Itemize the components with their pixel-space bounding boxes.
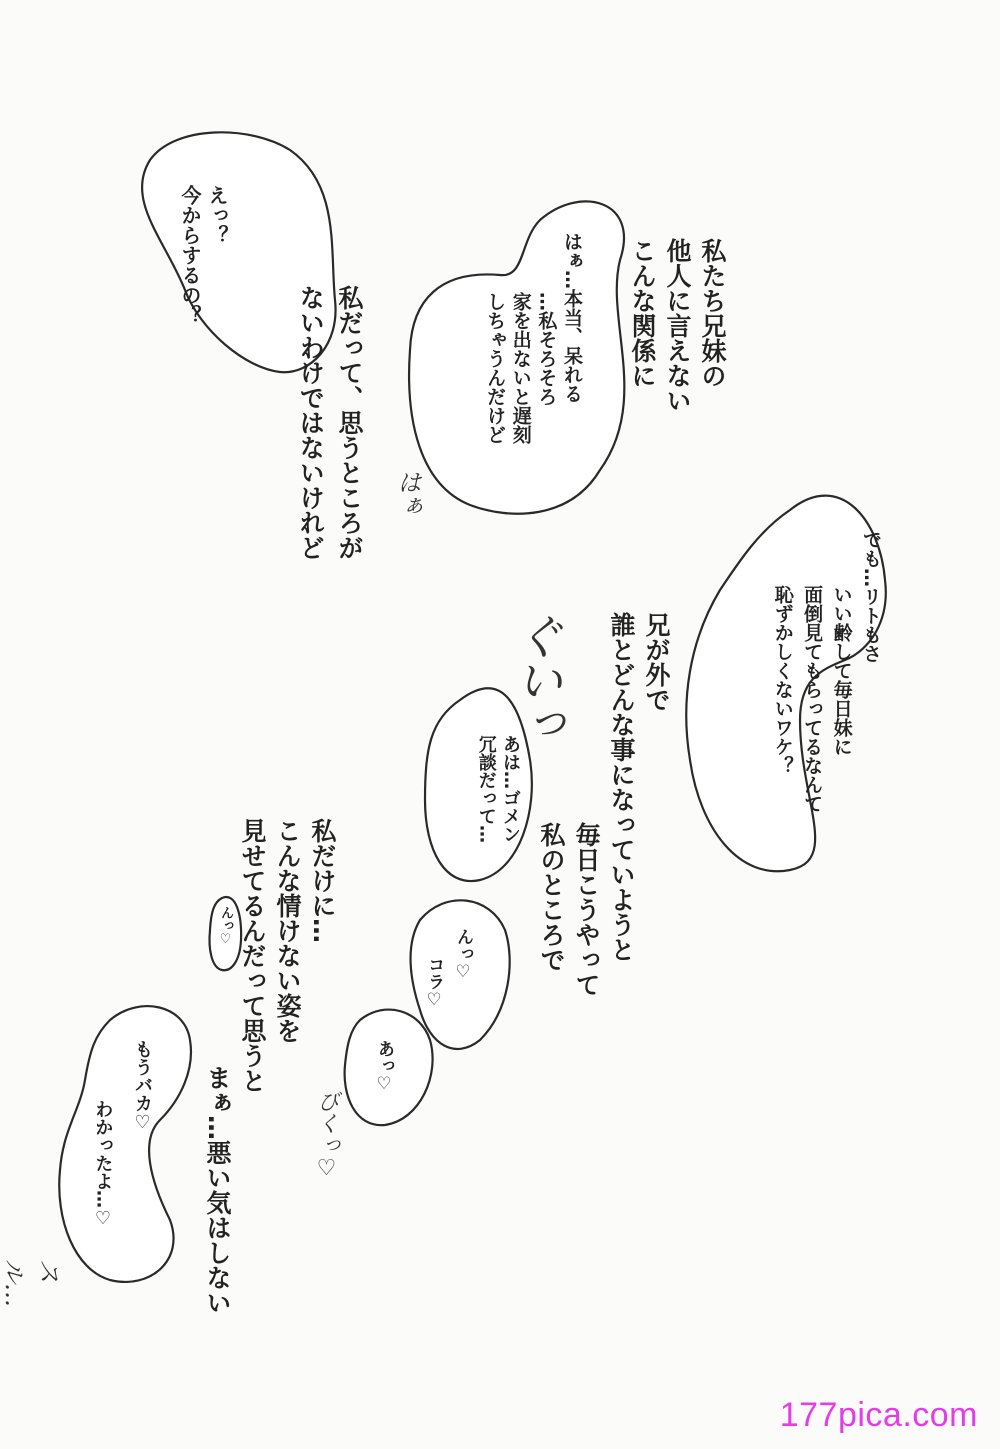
bubble-7-line-1: もうバカ♡	[132, 1040, 153, 1133]
bubble-1-line-2: 今からするの？	[178, 185, 202, 325]
narration-1-line-2: 他人に言えない	[663, 238, 692, 413]
sfx-guri: ぐいっ	[507, 612, 563, 744]
bubble-text-8	[216, 906, 234, 947]
bubble-3-line-1: でも…リトもさ	[860, 530, 882, 663]
bubble-2-line-4: しちゃうんだけど	[484, 292, 507, 444]
bubble-2-line-3: 家を出ないと遅刻	[509, 292, 532, 444]
narration-5-line-1: まぁ…悪い気はしない	[203, 1065, 232, 1315]
narration-1-line-3: こんな関係に	[628, 238, 657, 388]
narration-2	[291, 285, 369, 560]
bubble-7-line-2: わかったよ…♡	[92, 1100, 114, 1229]
bubble-4-line-1: あは…ゴメン	[500, 735, 521, 843]
bubble-3-line-3: 面倒見てもらってるなんて	[801, 585, 824, 813]
watermark-text: 177pica.com	[779, 1396, 978, 1434]
bubble-1-line-1: えっ？	[205, 185, 229, 245]
bubble-2-line-2: …私そろそろ	[535, 292, 558, 406]
bubble-4-line-2: 冗談だって…	[475, 735, 497, 843]
bubble-text-2	[481, 232, 584, 444]
bubble-text-3	[767, 530, 885, 813]
bubble-2-line-1: はぁ…本当、呆れる	[561, 232, 583, 403]
bubble-6-line-1: あっ♡	[374, 1040, 394, 1094]
narration-4-line-1: 私だけに…	[308, 818, 337, 943]
narration-3-line-3: 毎日こうやって	[572, 822, 601, 997]
bubble-5-line-2: コラ♡	[424, 956, 445, 1010]
bubble-3-line-2: いい齢して毎日妹に	[830, 585, 853, 756]
narration-4-line-3: 見せてるんだって思うと	[238, 818, 267, 1093]
bubble-text-7	[83, 1040, 162, 1229]
narration-1	[625, 238, 730, 413]
narration-3-line-4: 私のところで	[537, 822, 566, 972]
narration-4	[235, 818, 340, 1093]
narration-3-line-2: 誰とどんな事になっていようと	[607, 612, 636, 962]
bubble-text-5	[419, 928, 477, 1010]
narration-2-line-2: ないわけではないけれど	[296, 285, 326, 560]
narration-4-line-2: こんな情けない姿を	[273, 818, 302, 1043]
bubble-8-line-1: んっ♡	[218, 906, 233, 947]
narration-1-line-1: 私たち兄妹の	[698, 238, 727, 388]
bubble-text-1	[176, 185, 230, 325]
narration-5	[200, 1065, 234, 1315]
sfx-suri: スル…	[0, 1259, 63, 1307]
bubble-text-6	[372, 1040, 395, 1094]
bubble-3-line-4: 恥ずかしくないワケ？	[771, 585, 794, 775]
narration-3-line-1: 兄が外で	[642, 612, 671, 712]
bubble-5-line-1: んっ♡	[453, 928, 473, 982]
narration-2-line-1: 私だって、思うところが	[335, 285, 364, 560]
sfx-biku: びくっ♡	[314, 1090, 339, 1181]
bubble-text-4	[473, 735, 522, 843]
sfx-haa: はぁ	[393, 470, 421, 518]
